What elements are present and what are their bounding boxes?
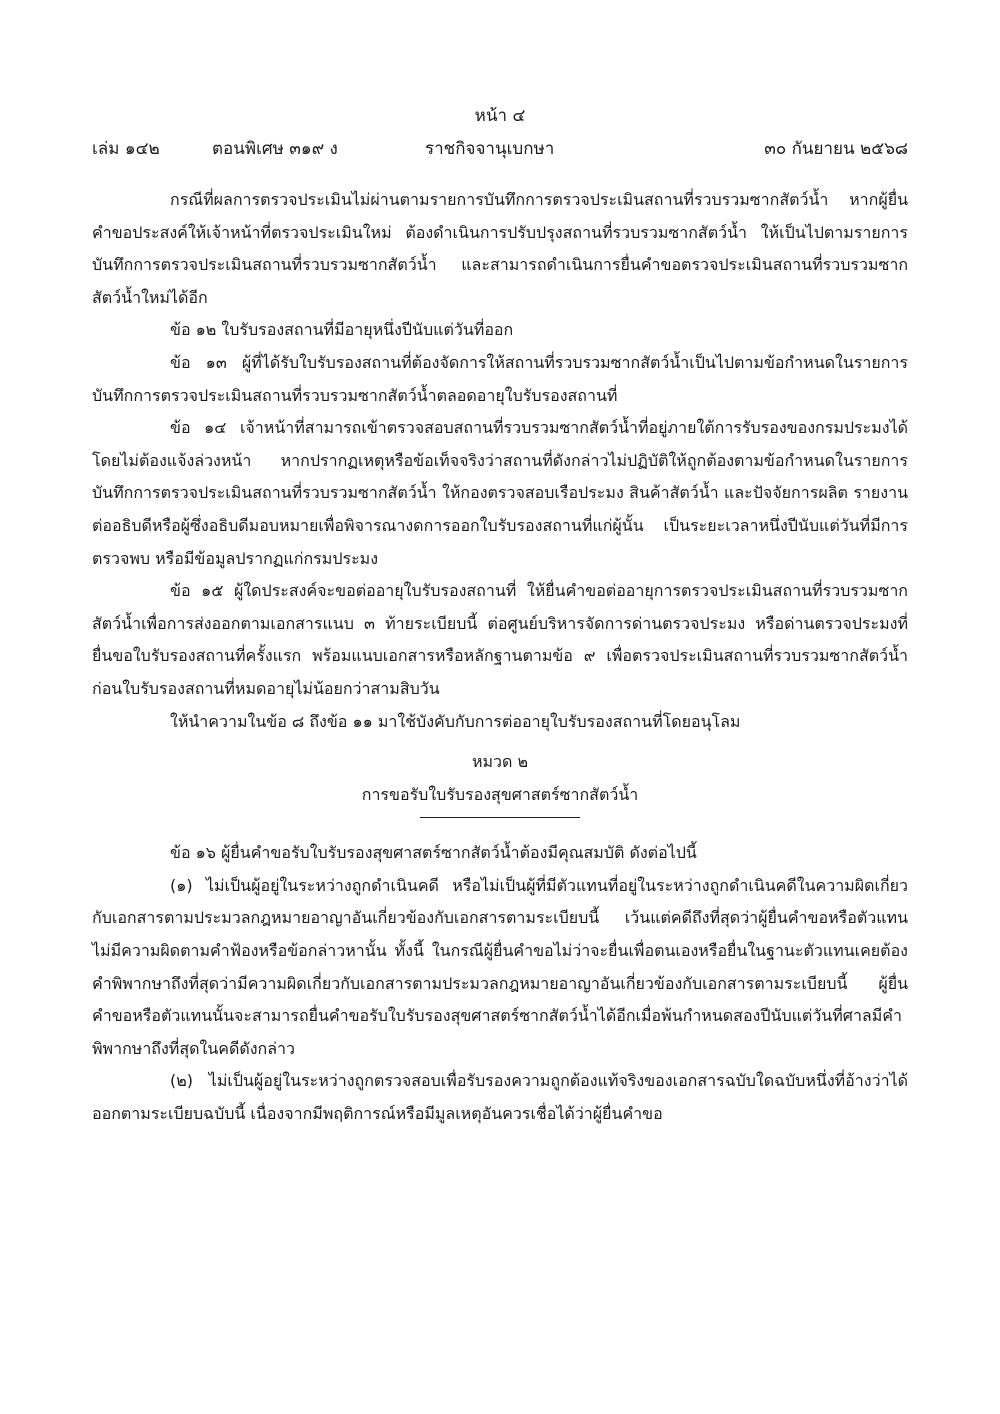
document-body (92, 184, 908, 1131)
header-gazette-name: ราชกิจจานุเบกษา (425, 139, 555, 159)
page-number: หน้า ๔ (474, 106, 526, 126)
paragraph-clause-12: ข้อ ๑๒ ใบรับรองสถานที่มีอายุหนึ่งปีนับแต่วันที่ออก (170, 320, 514, 340)
paragraph-failed-assessment: กรณีที่ผลการตรวจประเมินไม่ผ่านตามรายการบันทึกการตรวจประเมินสถานที่รวบรวมซากสัตว์น้ำ หากผู้ยื่นคำขอประสงค์ให้เจ้าหน้าที่ตรวจประเมินใหม่ ต้องดำเนินการปรับปรุงสถานที่รวบรวมซากสัตว์น้ำ ให้เป็นไปตามรายการบันทึกการตรวจประเมินสถานที่รวบรวมซากสัตว์น้ำ และสามารถดำเนินการยื่นคำขอตรวจประเมินสถานที่รวบรวมซากสัตว์น้ำใหม่ได้อีก (92, 190, 908, 307)
paragraph-clause-14: ข้อ ๑๔ เจ้าหน้าที่สามารถเข้าตรวจสอบสถานที่รวบรวมซากสัตว์น้ำที่อยู่ภายใต้การรับรองของกรมประมงได้โดยไม่ต้องแจ้งล่วงหน้า หากปรากฏเหตุหรือข้อเท็จจริงว่าสถานที่ดังกล่าวไม่ปฏิบัติให้ถูกต้องตามข้อกำหนดในรายการบันทึกการตรวจประเมินสถานที่รวบรวมซากสัตว์น้ำ ให้กองตรวจสอบเรือประมง สินค้าสัตว์น้ำ และปัจจัยการผลิต รายงานต่ออธิบดีหรือผู้ซึ่งอธิบดีมอบหมายเพื่อพิจารณางดการออกใบรับรองสถานที่แก่ผู้นั้น เป็นระยะเวลาหนึ่งปีนับแต่วันที่มีการตรวจพบ หรือมีข้อมูลปรากฏแก่กรมประมง (92, 418, 908, 568)
paragraph-clause-16: ข้อ ๑๖ ผู้ยื่นคำขอรับใบรับรองสุขศาสตร์ซากสัตว์น้ำต้องมีคุณสมบัติ ดังต่อไปนี้ (170, 843, 697, 863)
paragraph-qualification-1: (๑) ไม่เป็นผู้อยู่ในระหว่างถูกดำเนินคดี หรือไม่เป็นผู้ที่มีตัวแทนที่อยู่ในระหว่างถูกดำเนินคดีในความผิดเกี่ยวกับเอกสารตามประมวลกฎหมายอาญาอันเกี่ยวข้องกับเอกสารตามระเบียบนี้ เว้นแต่คดีถึงที่สุดว่าผู้ยื่นคำขอหรือตัวแทนไม่มีความผิดตามคำฟ้องหรือข้อกล่าวหานั้น ทั้งนี้ ในกรณีผู้ยื่นคำขอไม่ว่าจะยื่นเพื่อตนเองหรือยื่นในฐานะตัวแทนเคยต้องคำพิพากษาถึงที่สุดว่ามีความผิดเกี่ยวกับเอกสารตามประมวลกฎหมายอาญาอันเกี่ยวข้องกับเอกสารตามระเบียบนี้ ผู้ยื่นคำขอหรือตัวแทนนั้นจะสามารถยื่นคำขอรับใบรับรองสุขศาสตร์ซากสัตว์น้ำได้อีกเมื่อพ้นกำหนดสองปีนับแต่วันที่ศาลมีคำพิพากษาถึงที่สุดในคดีดังกล่าว (92, 875, 908, 1058)
paragraph-qualification-2: (๒) ไม่เป็นผู้อยู่ในระหว่างถูกตรวจสอบเพื่อรับรองความถูกต้องแท้จริงของเอกสารฉบับใดฉบับหนึ่งที่อ้างว่าได้ออกตามระเบียบฉบับนี้ เนื่องจากมีพฤติการณ์หรือมีมูลเหตุอันควรเชื่อได้ว่าผู้ยื่นคำขอ (92, 1071, 908, 1124)
chapter-divider (420, 817, 580, 818)
chapter-divider-wrap (92, 811, 908, 837)
header-issue: ตอนพิเศษ ๓๑๙ ง (212, 139, 338, 159)
chapter-title: การขอรับใบรับรองสุขศาสตร์ซากสัตว์น้ำ (361, 784, 639, 804)
gazette-header (92, 137, 908, 161)
header-volume: เล่ม ๑๔๒ (92, 139, 160, 159)
paragraph-apply-clauses: ให้นำความในข้อ ๘ ถึงข้อ ๑๑ มาใช้บังคับกับการต่ออายุใบรับรองสถานที่โดยอนุโลม (170, 711, 741, 731)
paragraph-clause-13: ข้อ ๑๓ ผู้ที่ได้รับใบรับรองสถานที่ต้องจัดการให้สถานที่รวบรวมซากสัตว์น้ำเป็นไปตามข้อกำหนดในรายการบันทึกการตรวจประเมินสถานที่รวบรวมซากสัตว์น้ำตลอดอายุใบรับรองสถานที่ (92, 352, 908, 405)
header-date: ๓๐ กันยายน ๒๕๖๘ (764, 139, 908, 159)
paragraph-clause-15: ข้อ ๑๕ ผู้ใดประสงค์จะขอต่ออายุใบรับรองสถานที่ ให้ยื่นคำขอต่ออายุการตรวจประเมินสถานที่รวบรวมซากสัตว์น้ำเพื่อการส่งออกตามเอกสารแนบ ๓ ท้ายระเบียบนี้ ต่อศูนย์บริหารจัดการด่านตรวจประมง หรือด่านตรวจประมงที่ยื่นขอใบรับรองสถานที่ครั้งแรก พร้อมแนบเอกสารหรือหลักฐานตามข้อ ๙ เพื่อตรวจประเมินสถานที่รวบรวมซากสัตว์น้ำ ก่อนใบรับรองสถานที่หมดอายุไม่น้อยกว่าสามสิบวัน (92, 581, 908, 698)
chapter-number: หมวด ๒ (471, 752, 529, 772)
